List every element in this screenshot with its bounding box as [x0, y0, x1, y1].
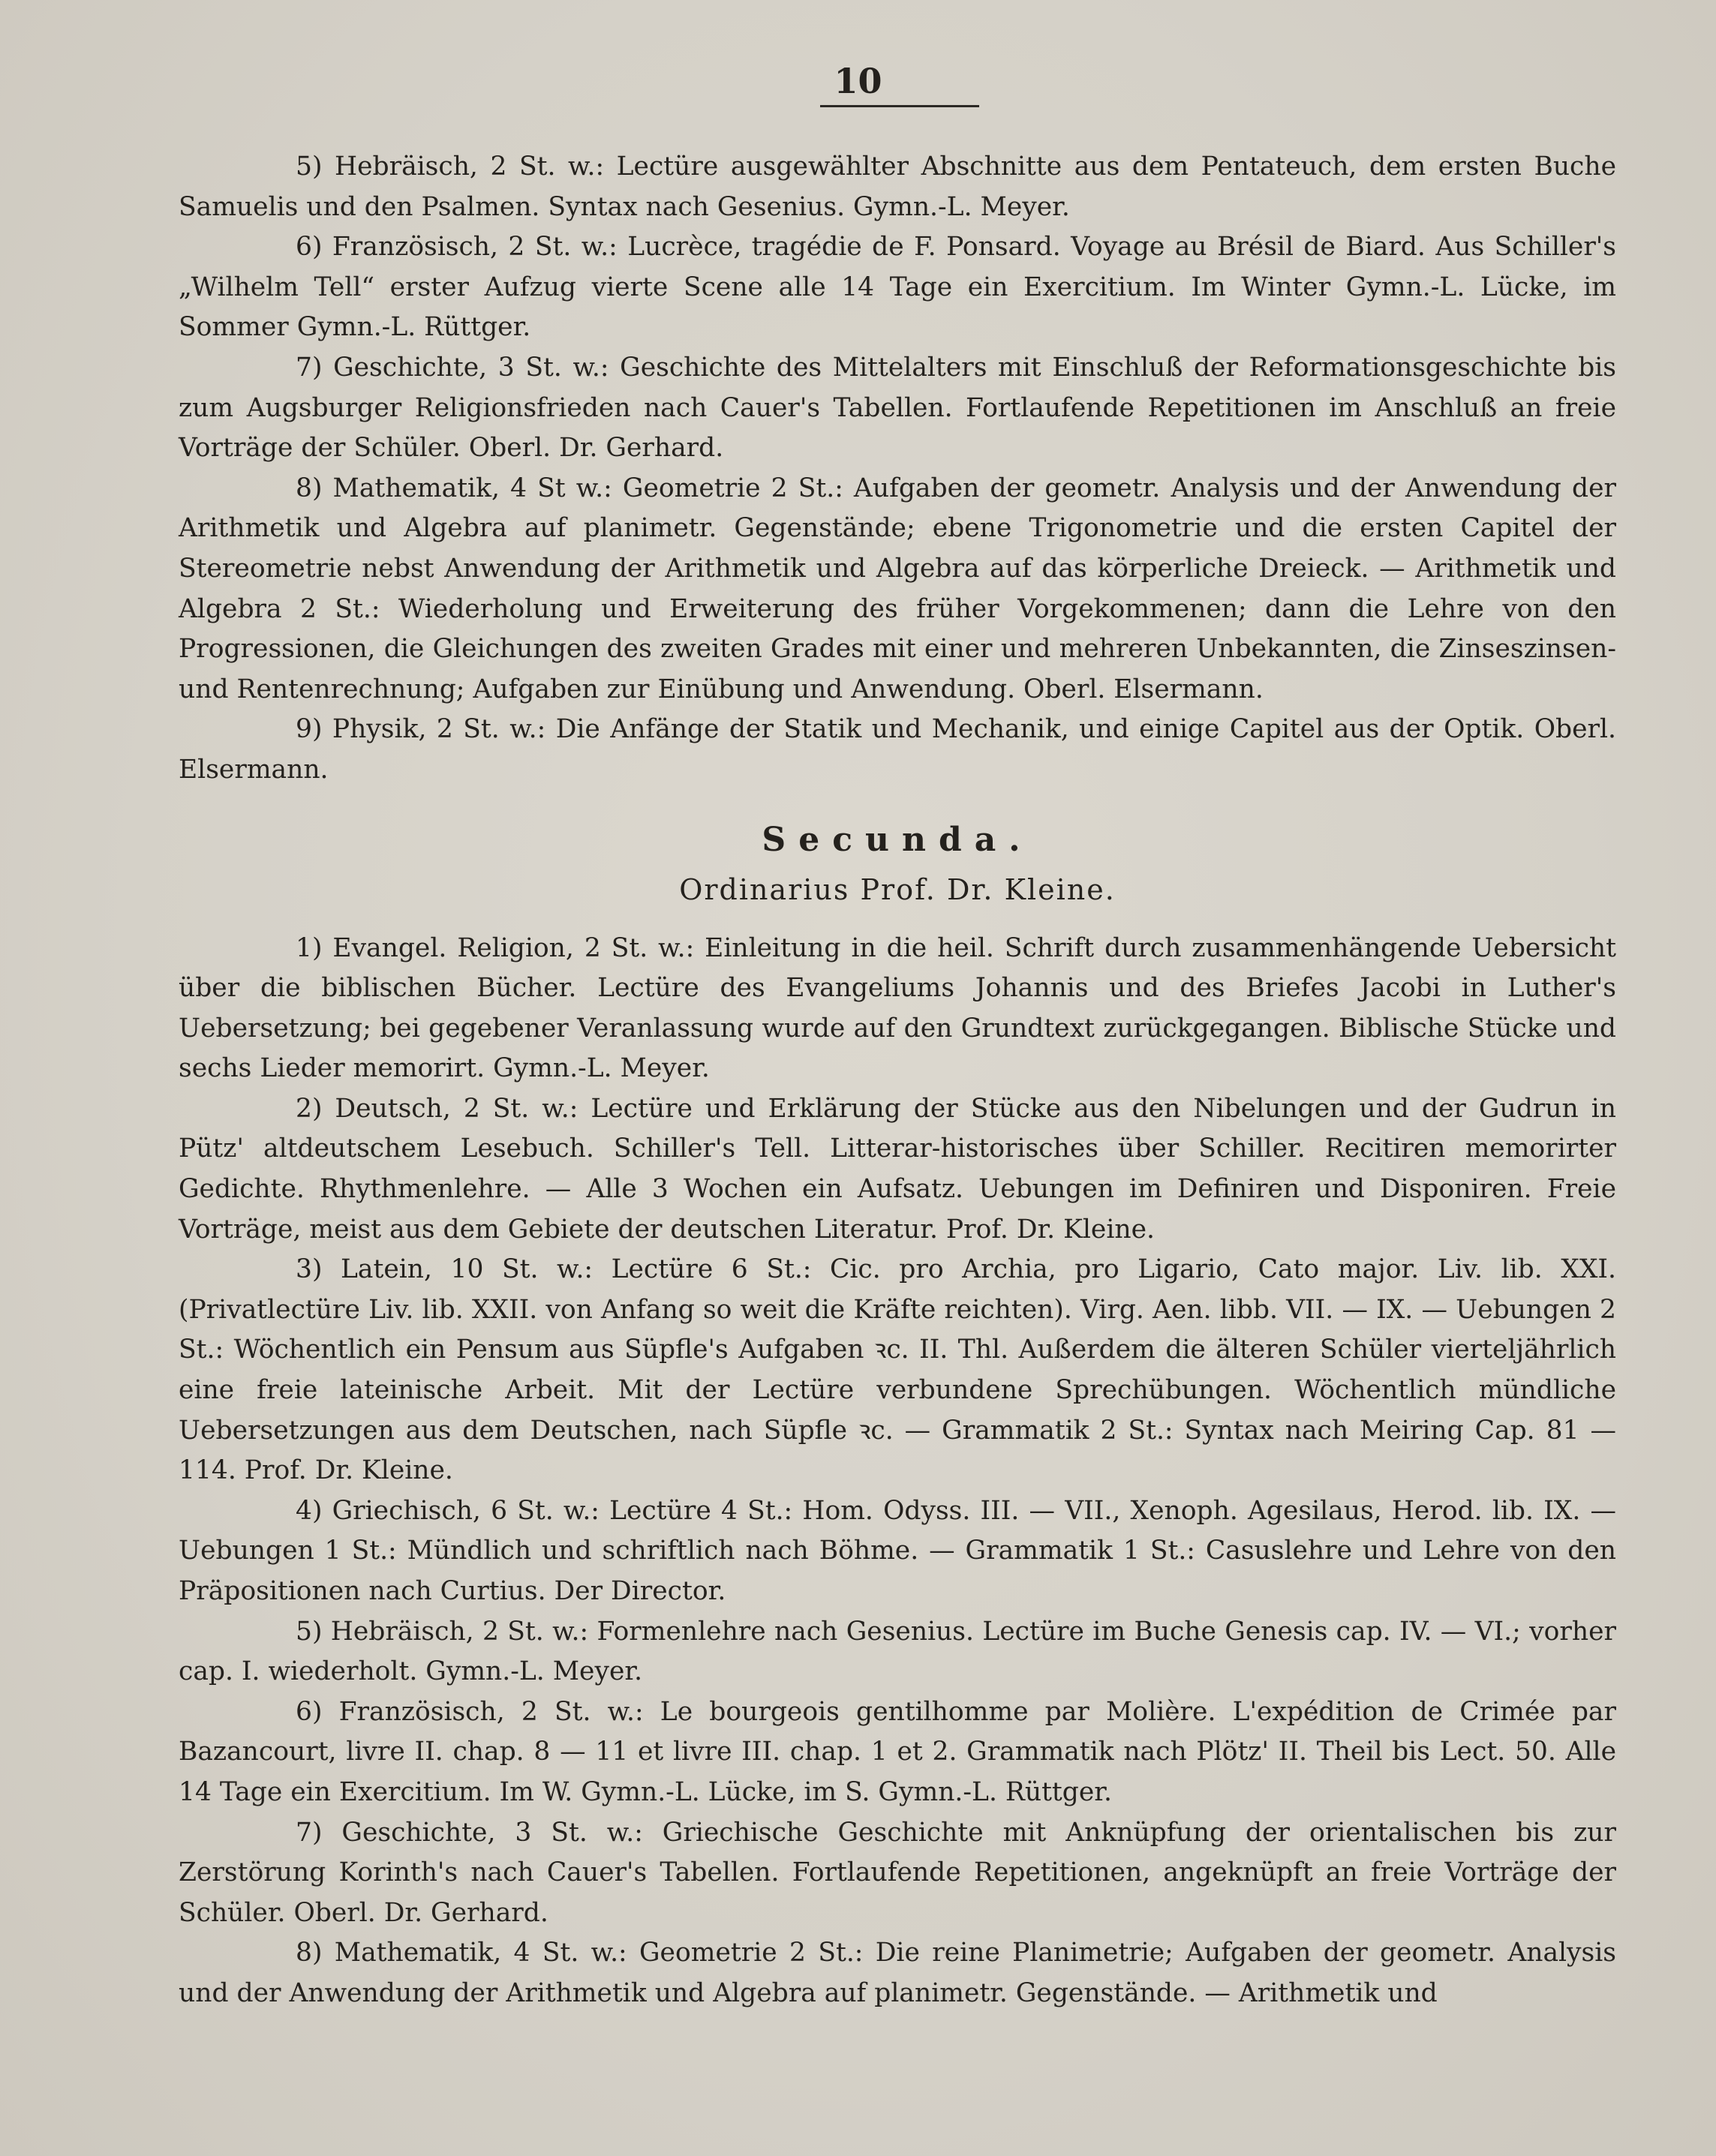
section-ordinarius: Ordinarius Prof. Dr. Kleine. [679, 872, 1116, 906]
paragraph-prima-mathematik: 8) Mathematik, 4 St w.: Geometrie 2 St.: Aufgaben der geometr. Analysis und der Anwendung der Arithmetik und Algebra auf planimetr. Gegenstände; ebene Trigonometrie und die ersten Capitel der Stereometrie nebst Anwendung der Arithmetik und Algebra auf das körperliche Dreieck. — Arithmetik und Algebra 2 St.: Wiederholung und Erweiterung des früher Vorgekommenen; dann die Lehre von den Progressionen, die Gleichungen des zweiten Grades mit einer und mehreren Unbekannten, die Zinseszinsen- und Rentenrechnung; Aufgaben zur Einübung und Anwendung. Oberl. Elsermann. [179, 473, 1616, 704]
paragraph-secunda-religion: 1) Evangel. Religion, 2 St. w.: Einleitung in die heil. Schrift durch zusammenhängende Uebersicht über die biblischen Bücher. Lectüre des Evangeliums Johannis und des Briefes Jacobi in Luther's Uebersetzung; bei gegebener Veranlassung wurde auf den Grundtext zurückgegangen. Biblische Stücke und sechs Lieder memorirt. Gymn.-L. Meyer. [179, 932, 1616, 1084]
section-heading [179, 815, 1616, 914]
page-number: 10 [834, 61, 882, 101]
paragraph-secunda-latein: 3) Latein, 10 St. w.: Lectüre 6 St.: Cic. pro Archia, pro Ligario, Cato major. Liv. lib. XXI. (Privatlectüre Liv. lib. XXII. von Anfang so weit die Kräfte reichten). Virg. Aen. libb. VII. — IX. — Uebungen 2 St.: Wöchentlich ein Pensum aus Süpfle's Aufgaben ꝛc. II. Thl. Außerdem die älteren Schüler vierteljährlich eine freie lateinische Arbeit. Mit der Lectüre verbundene Sprechübungen. Wöchentlich mündliche Uebersetzungen aus dem Deutschen, nach Süpfle ꝛc. — Grammatik 2 St.: Syntax nach Meiring Cap. 81 — 114. Prof. Dr. Kleine. [179, 1254, 1616, 1486]
paragraph-prima-hebraeisch: 5) Hebräisch, 2 St. w.: Lectüre ausgewählter Abschnitte aus dem Pentateuch, dem ersten Buche Samuelis und den Psalmen. Syntax nach Gesenius. Gymn.-L. Meyer. [179, 152, 1616, 222]
paragraph-secunda-deutsch: 2) Deutsch, 2 St. w.: Lectüre und Erklärung der Stücke aus den Nibelungen und der Gudrun in Pütz' altdeutschem Lesebuch. Schiller's Tell. Litterar-historisches über Schiller. Recitiren memorirter Gedichte. Rhythmenlehre. — Alle 3 Wochen ein Aufsatz. Uebungen im Definiren und Disponiren. Freie Vorträge, meist aus dem Gebiete der deutschen Literatur. Prof. Dr. Kleine. [179, 1093, 1616, 1245]
paragraph-prima-physik: 9) Physik, 2 St. w.: Die Anfänge der Statik und Mechanik, und einige Capitel aus der Optik. Oberl. Elsermann. [179, 714, 1616, 785]
page-number-rule [820, 105, 979, 107]
paragraph-secunda-mathematik: 8) Mathematik, 4 St. w.: Geometrie 2 St.: Die reine Planimetrie; Aufgaben der geometr. Analysis und der Anwendung der Arithmetik und Algebra auf planimetr. Gegenstände. — Arithmetik und [179, 1938, 1616, 2008]
paragraph-prima-franzoesisch: 6) Französisch, 2 St. w.: Lucrèce, tragédie de F. Ponsard. Voyage au Brésil de Biard. Aus Schiller's „Wilhelm Tell“ erster Aufzug vierte Scene alle 14 Tage ein Exercitium. Im Winter Gymn.-L. Lücke, im Sommer Gymn.-L. Rüttger. [179, 232, 1616, 343]
paragraph-secunda-geschichte: 7) Geschichte, 3 St. w.: Griechische Geschichte mit Anknüpfung der orientalischen bis zur Zerstörung Korinth's nach Cauer's Tabellen. Fortlaufende Repetitionen, angeknüpft an freie Vorträge der Schüler. Oberl. Dr. Gerhard. [179, 1817, 1616, 1928]
paragraph-secunda-franzoesisch: 6) Französisch, 2 St. w.: Le bourgeois gentilhomme par Molière. L'expédition de Crimée par Bazancourt, livre II. chap. 8 — 11 et livre III. chap. 1 et 2. Grammatik nach Plötz' II. Theil bis Lect. 50. Alle 14 Tage ein Exercitium. Im W. Gymn.-L. Lücke, im S. Gymn.-L. Rüttger. [179, 1696, 1616, 1807]
page-text [179, 147, 1616, 2014]
paragraph-secunda-griechisch: 4) Griechisch, 6 St. w.: Lectüre 4 St.: Hom. Odyss. III. — VII., Xenoph. Agesilaus, Herod. lib. IX. — Uebungen 1 St.: Mündlich und schriftlich nach Böhme. — Grammatik 1 St.: Casuslehre und Lehre von den Präpositionen nach Curtius. Der Director. [179, 1495, 1616, 1606]
section-title: Secunda. [762, 820, 1033, 859]
paragraph-prima-geschichte: 7) Geschichte, 3 St. w.: Geschichte des Mittelalters mit Einschluß der Reformationsgeschichte bis zum Augsburger Religionsfrieden nach Cauer's Tabellen. Fortlaufende Repetitionen im Anschluß an freie Vorträge der Schüler. Oberl. Dr. Gerhard. [179, 352, 1616, 464]
paragraph-secunda-hebraeisch: 5) Hebräisch, 2 St. w.: Formenlehre nach Gesenius. Lectüre im Buche Genesis cap. IV. — VI.; vorher cap. I. wiederholt. Gymn.-L. Meyer. [179, 1616, 1616, 1687]
